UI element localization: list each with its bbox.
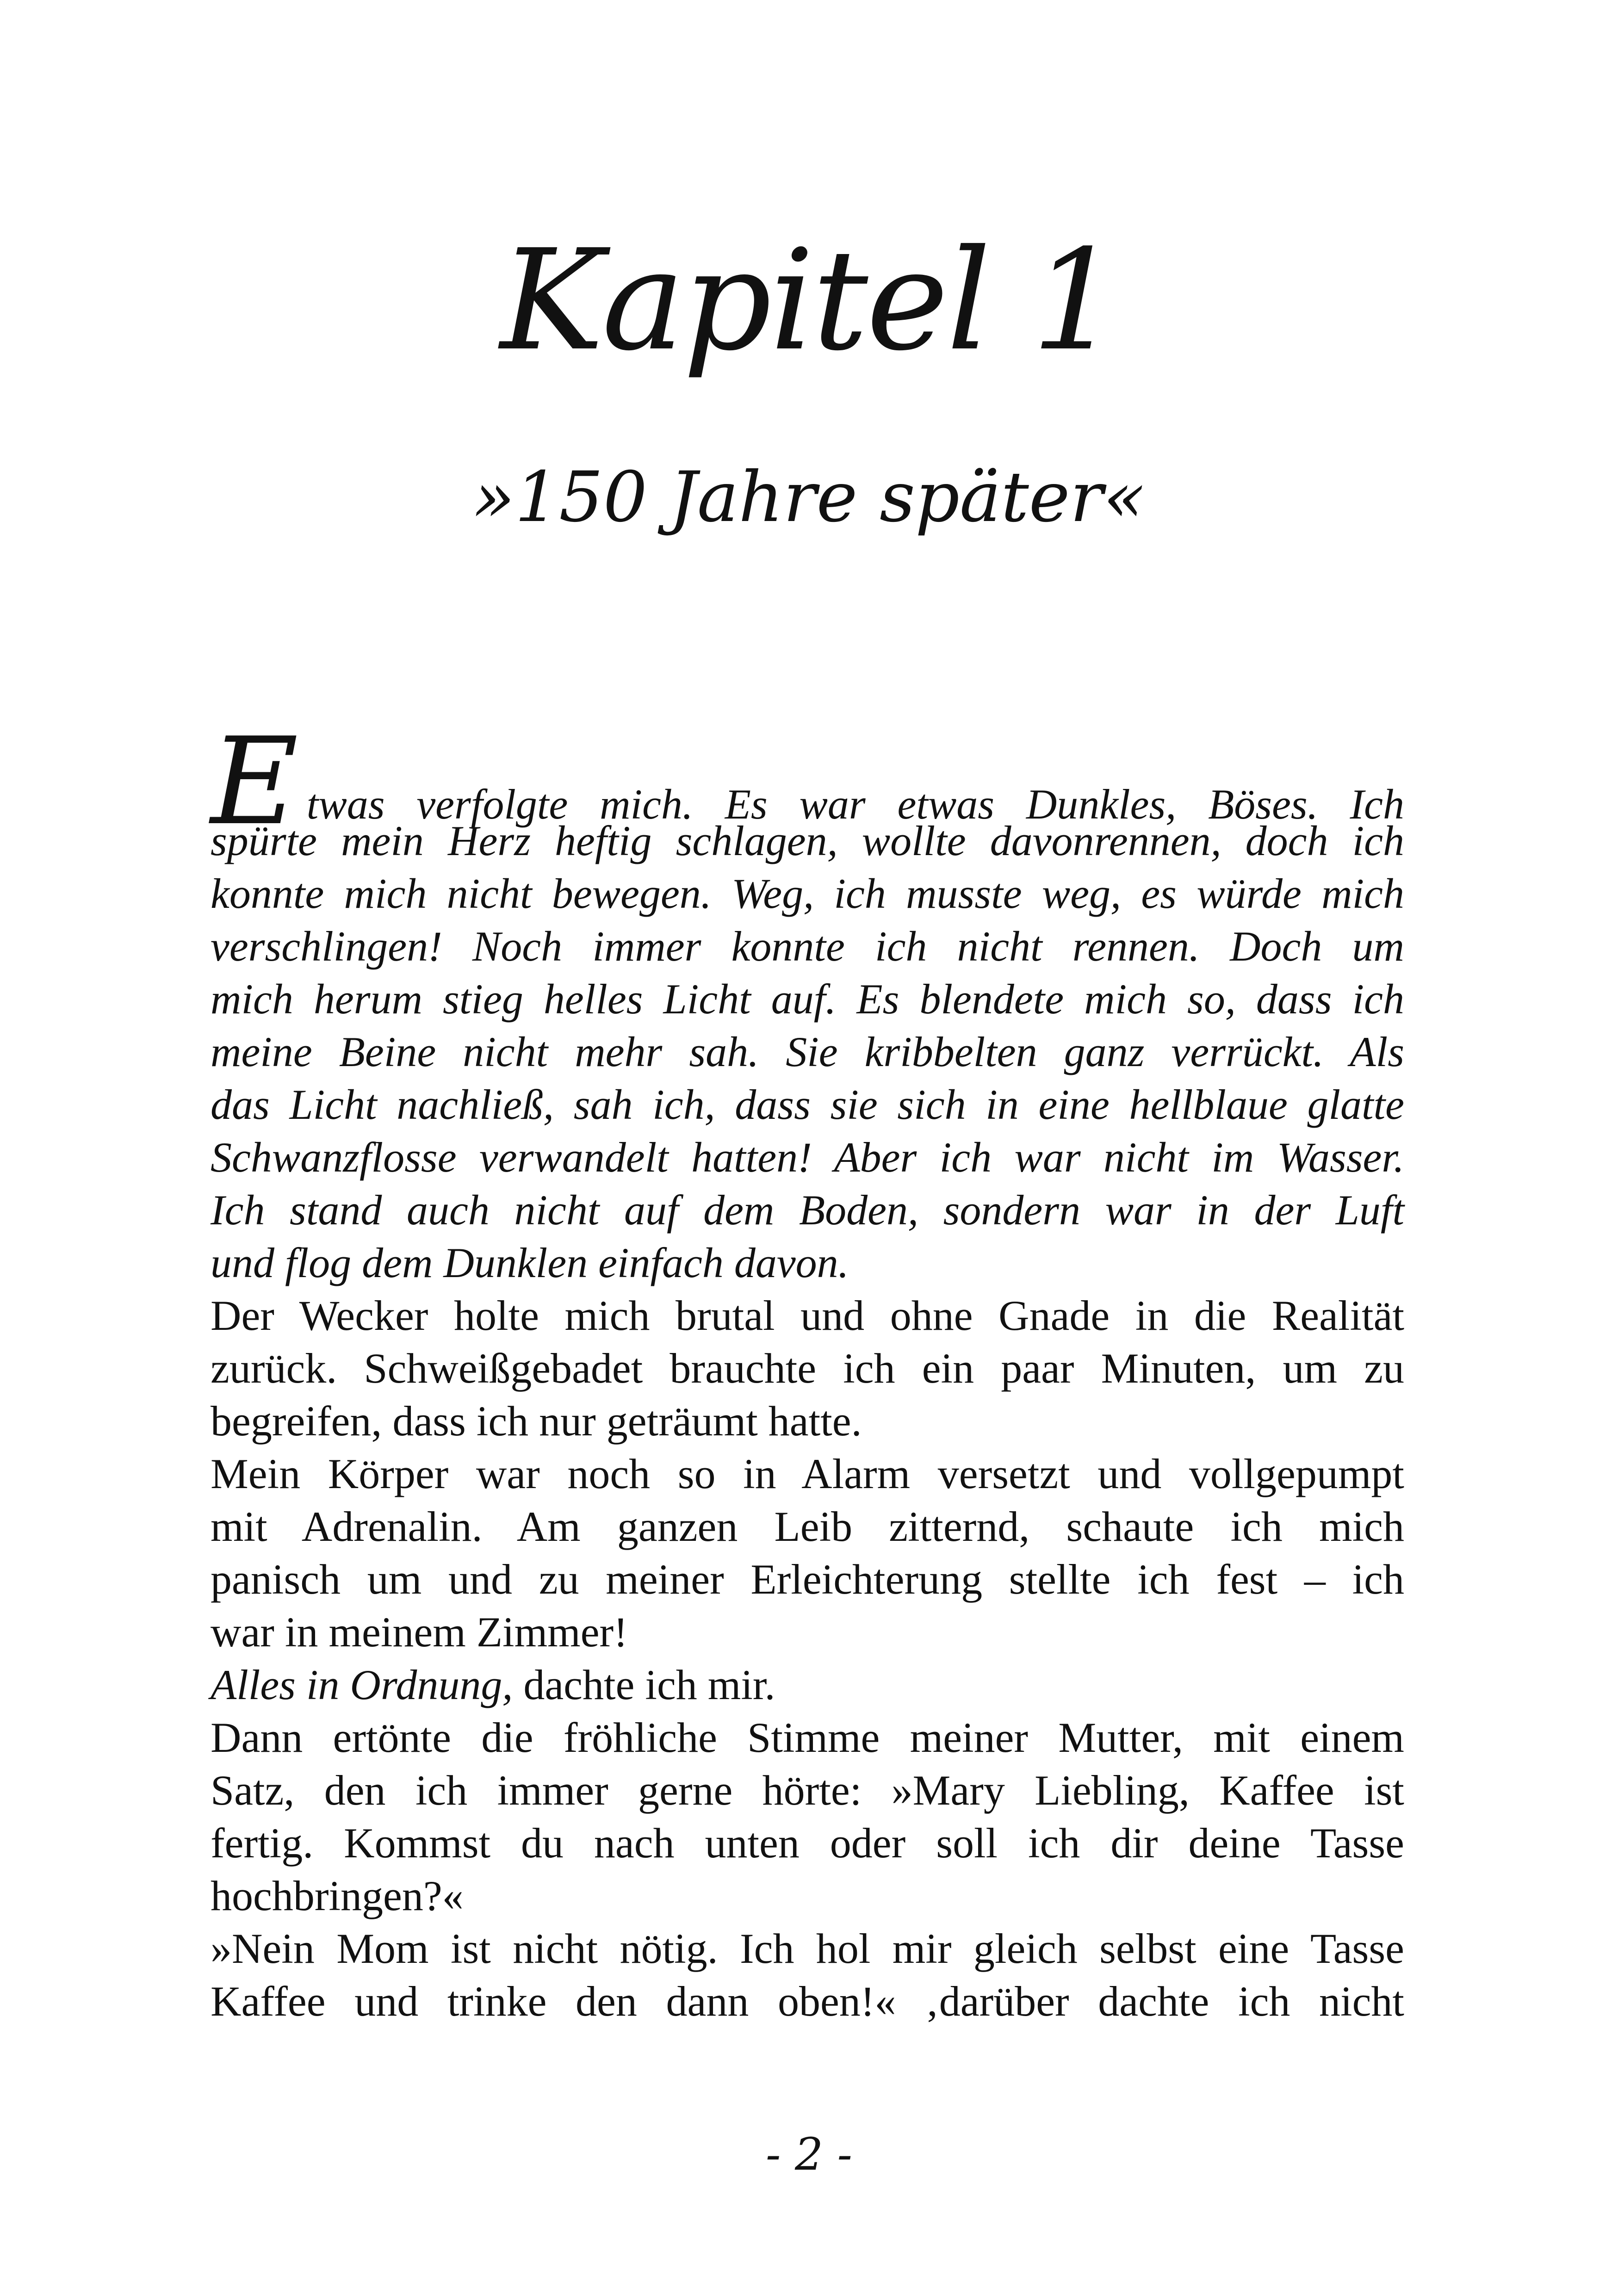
- paragraph-line: mit Adrenalin. Am ganzen Leib zitternd, schaute ich mich: [211, 1503, 1404, 1550]
- chapter-title: Kapitel 1: [500, 220, 1118, 381]
- paragraph-line: Ich stand auch nicht auf dem Boden, sondern war in der Luft: [211, 1186, 1404, 1234]
- paragraph-line: [211, 1658, 1404, 1711]
- paragraph-line: fertig. Kommst du nach unten oder soll ich dir deine Tasse: [211, 1819, 1404, 1867]
- page-number: - 2 -: [766, 2128, 852, 2180]
- paragraph-line: Satz, den ich immer gerne hörte: »Mary Liebling, Kaffee ist: [211, 1767, 1404, 1814]
- italic-thought: Alles in Ordnung,: [211, 1661, 513, 1708]
- paragraph-line: spürte mein Herz heftig schlagen, wollte davonrennen, doch ich: [211, 817, 1404, 864]
- paragraph-line: mich herum stieg helles Licht auf. Es blendete mich so, dass ich: [211, 975, 1404, 1023]
- paragraph-line: Mein Körper war noch so in Alarm versetzt und vollgepumpt: [211, 1450, 1404, 1497]
- paragraph-line: verschlingen! Noch immer konnte ich nicht rennen. Doch um: [211, 923, 1404, 970]
- paragraph-line: war in meinem Zimmer!: [211, 1608, 628, 1656]
- paragraph-line: zurück. Schweißgebadet brauchte ich ein paar Minuten, um zu: [211, 1345, 1404, 1392]
- paragraph-lines: [211, 814, 1404, 2028]
- paragraph-line: panisch um und zu meiner Erleichterung stellte ich fest – ich: [211, 1556, 1404, 1603]
- paragraph-line: meine Beine nicht mehr sah. Sie kribbelten ganz verrückt. Als: [211, 1028, 1404, 1075]
- paragraph-line: konnte mich nicht bewegen. Weg, ich musste weg, es würde mich: [211, 870, 1404, 917]
- chapter-body: [211, 712, 1404, 2028]
- drop-cap: E: [211, 712, 298, 852]
- paragraph-line: Kaffee und trinke den dann oben!« ‚darüber dachte ich nicht: [211, 1978, 1404, 2025]
- paragraph-line: und flog dem Dunklen einfach davon.: [211, 1239, 849, 1286]
- chapter-subtitle: »150 Jahre später«: [472, 457, 1146, 538]
- paragraph-line: hochbringen?«: [211, 1872, 464, 1919]
- line-text: dachte ich mir.: [523, 1661, 775, 1708]
- paragraph-line: Schwanzflosse verwandelt hatten! Aber ich war nicht im Wasser.: [211, 1134, 1404, 1181]
- paragraph-line: begreifen, dass ich nur geträumt hatte.: [211, 1397, 862, 1445]
- paragraph-line: »Nein Mom ist nicht nötig. Ich hol mir gleich selbst eine Tasse: [211, 1925, 1404, 1972]
- paragraph-line: Dann ertönte die fröhliche Stimme meiner Mutter, mit einem: [211, 1714, 1404, 1761]
- paragraph-line: twas verfolgte mich. Es war etwas Dunkles, Böses. Ich: [306, 781, 1404, 828]
- paragraph-line: Der Wecker holte mich brutal und ohne Gnade in die Realität: [211, 1292, 1404, 1339]
- paragraph-line: das Licht nachließ, sah ich, dass sie sich in eine hellblaue glatte: [211, 1081, 1404, 1128]
